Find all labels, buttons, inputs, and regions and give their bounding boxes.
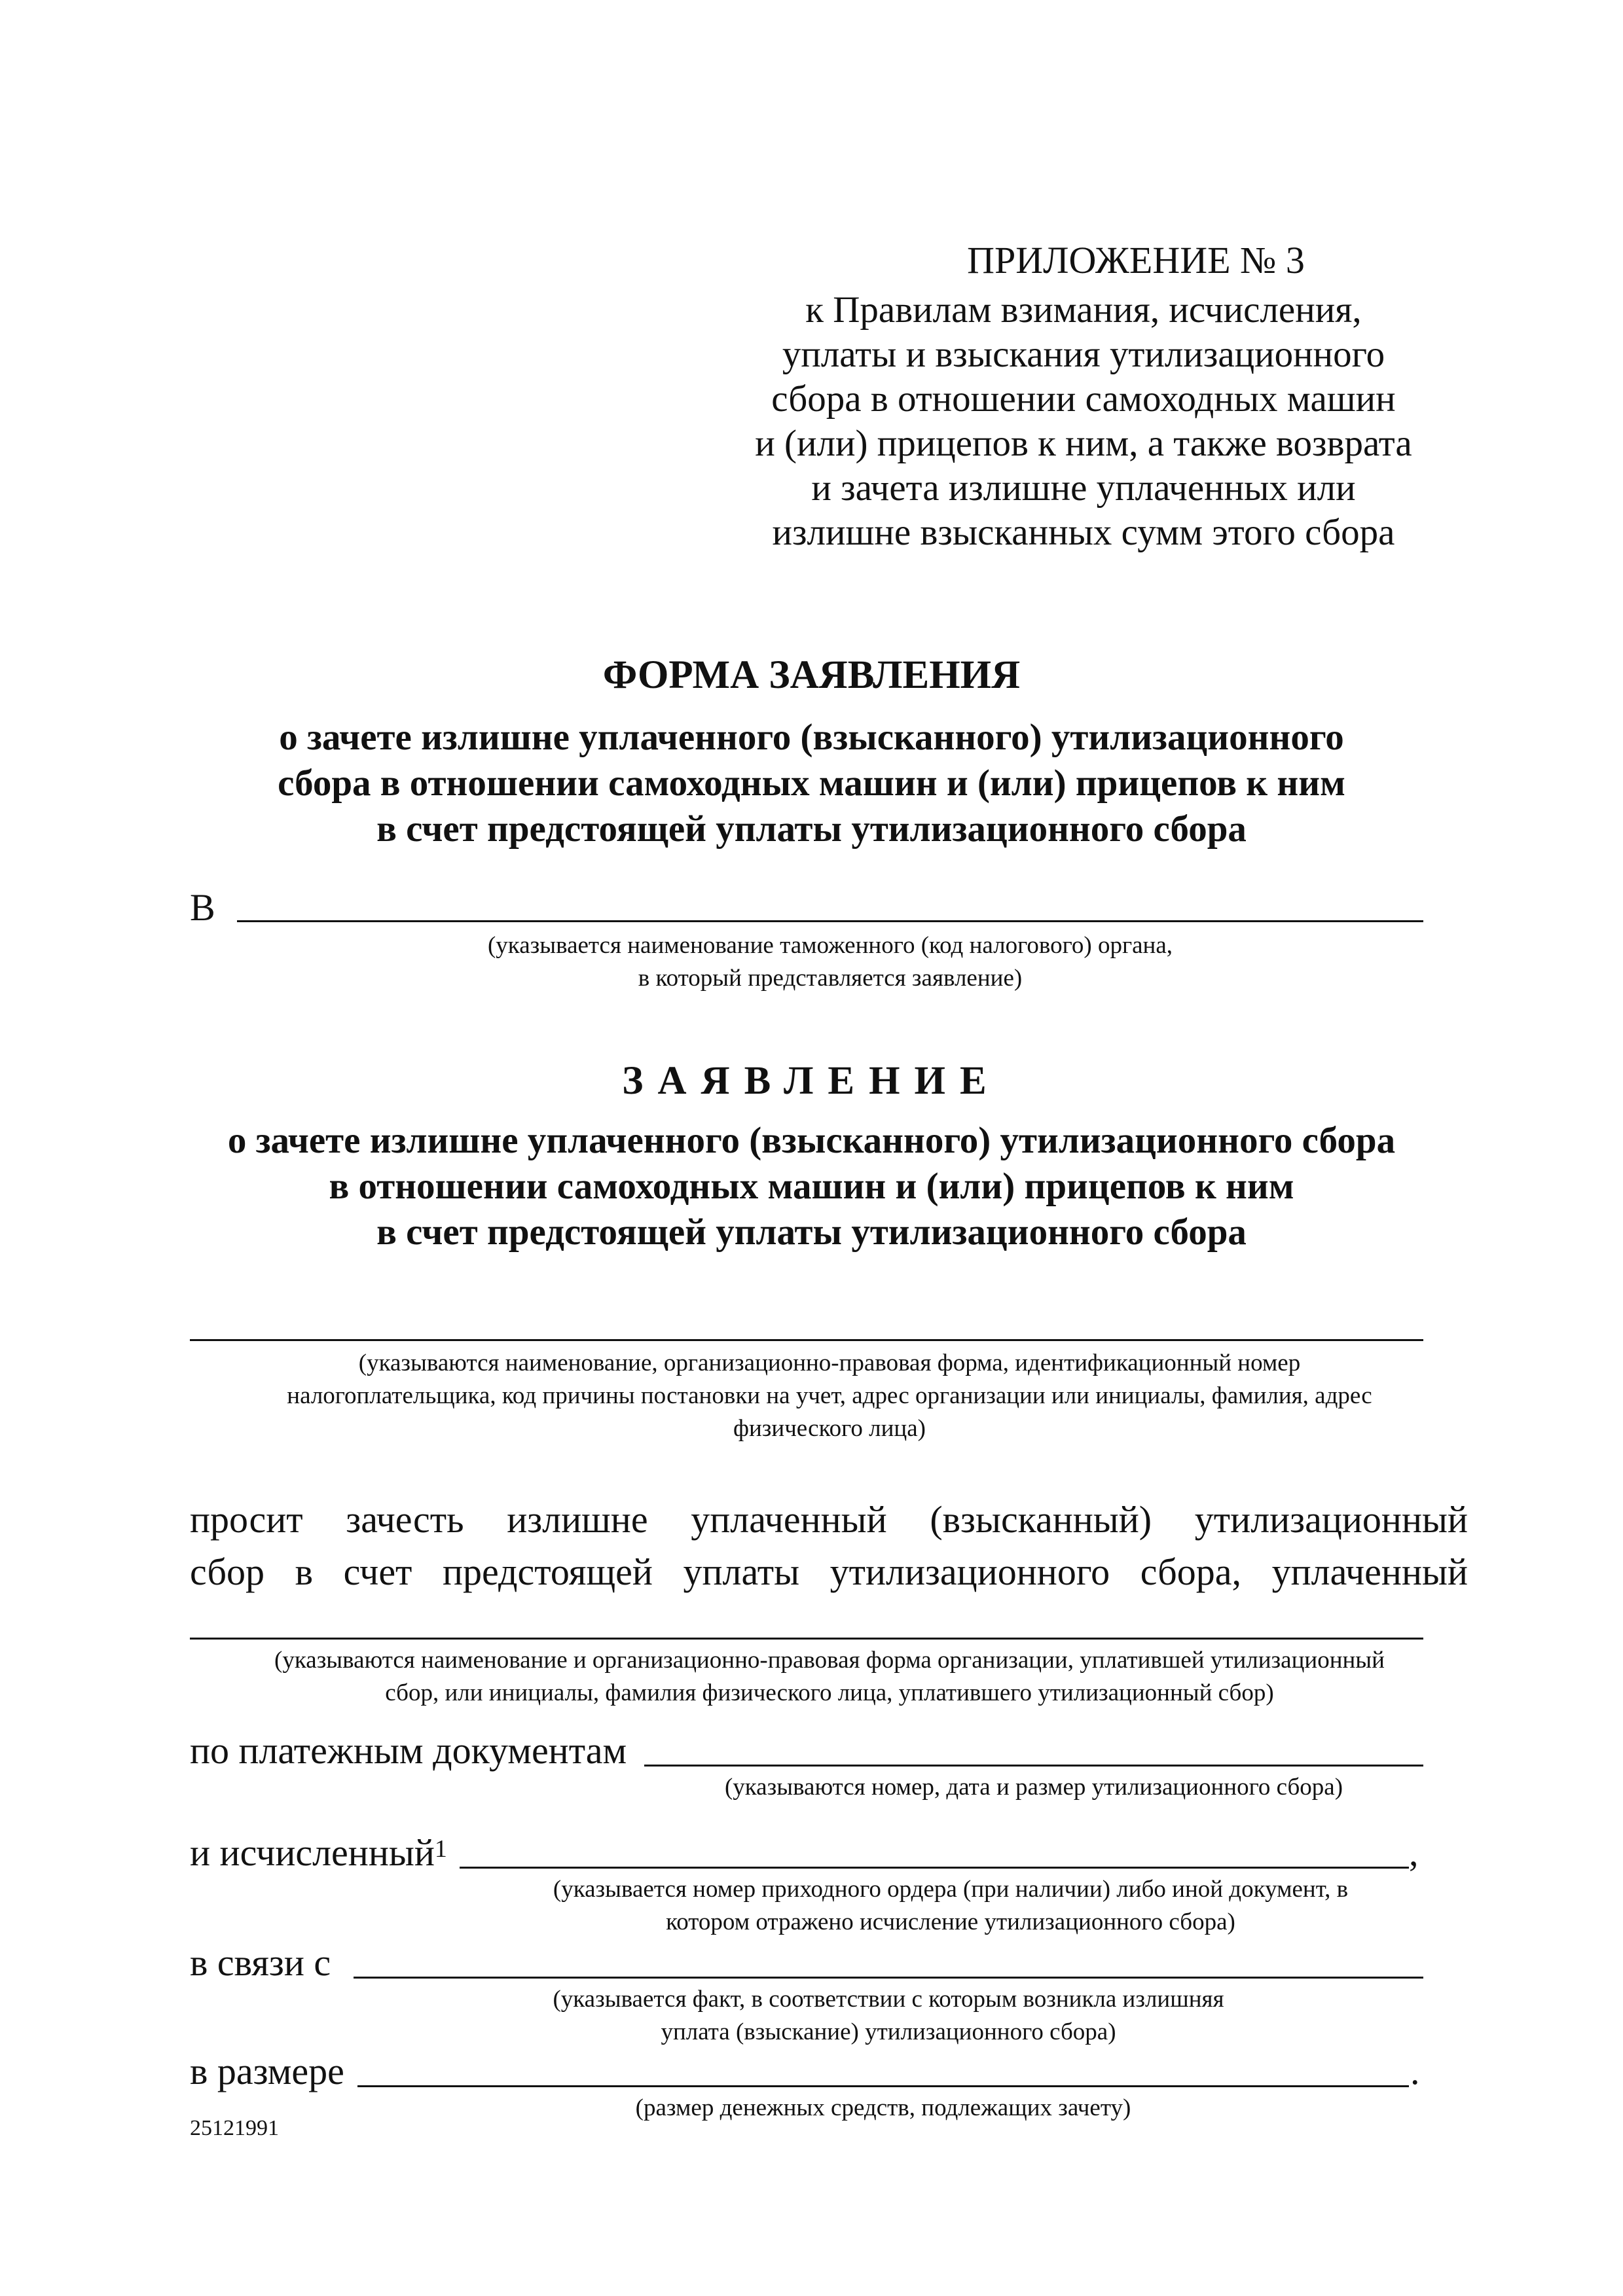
hint-line: сбор, или инициалы, фамилия физического лица, уплатившего утилизационный сбор) bbox=[385, 1679, 1274, 1706]
reason-hint bbox=[354, 1983, 1423, 2049]
appendix-line: излишне взысканных сумм этого сбора bbox=[772, 512, 1395, 553]
amount-field-line[interactable] bbox=[357, 2085, 1409, 2087]
appendix-line: и зачета излишне уплаченных или bbox=[811, 467, 1356, 509]
hint-line: (указываются наименование и организационно-правовая форма организации, уплатившей утилизационный bbox=[274, 1647, 1385, 1674]
hint-line: физического лица) bbox=[733, 1415, 926, 1442]
appendix-subtitle bbox=[710, 288, 1457, 555]
application-title: ЗАЯВЛЕНИЕ bbox=[622, 1059, 1001, 1103]
hint-line: уплата (взыскание) утилизационного сбора) bbox=[661, 2018, 1116, 2045]
request-text-line: просит зачесть излишне уплаченный (взысканный) утилизационный bbox=[190, 1498, 1468, 1541]
application-subtitle-line: в отношении самоходных машин и (или) прицепов к ним bbox=[329, 1166, 1294, 1207]
applicant-hint bbox=[190, 1347, 1469, 1445]
payer-field-line[interactable] bbox=[190, 1638, 1423, 1640]
amount-label: в размере bbox=[190, 2050, 344, 2092]
hint-line: (указывается наименование таможенного (код налогового) органа, bbox=[487, 932, 1173, 959]
payer-hint bbox=[190, 1644, 1469, 1710]
calculated-field-line[interactable] bbox=[460, 1867, 1409, 1869]
recipient-field-line[interactable] bbox=[237, 920, 1423, 922]
application-subtitle-line: о зачете излишне уплаченного (взысканного) утилизационного сбора bbox=[227, 1120, 1396, 1161]
hint-line: налогоплательщика, код причины постановки на учет, адрес организации или инициалы, фамилия, адрес bbox=[287, 1382, 1372, 1409]
hint-line: (указываются наименование, организационно-правовая форма, идентификационный номер bbox=[358, 1350, 1301, 1376]
calculated-label bbox=[190, 1830, 447, 1876]
amount-trailing-period: . bbox=[1410, 2050, 1420, 2092]
appendix-title: ПРИЛОЖЕНИЕ № 3 bbox=[967, 239, 1305, 281]
hint-line: (указывается факт, в соответствии с которым возникла излишняя bbox=[553, 1986, 1224, 2013]
calculated-hint bbox=[460, 1873, 1442, 1939]
appendix-line: сбора в отношении самоходных машин bbox=[771, 378, 1396, 420]
document-number: 25121991 bbox=[190, 2116, 279, 2140]
form-subtitle bbox=[0, 715, 1623, 852]
form-subtitle-line: о зачете излишне уплаченного (взысканного) утилизационного bbox=[279, 717, 1344, 758]
reason-field-line[interactable] bbox=[354, 1977, 1423, 1979]
form-title: ФОРМА ЗАЯВЛЕНИЯ bbox=[602, 653, 1021, 697]
appendix-line: и (или) прицепов к ним, а также возврата bbox=[755, 423, 1412, 464]
recipient-hint bbox=[237, 929, 1423, 995]
payment-docs-field-line[interactable] bbox=[644, 1765, 1423, 1767]
hint-line: в который представляется заявление) bbox=[638, 965, 1023, 992]
reason-label: в связи с bbox=[190, 1941, 331, 1984]
request-text-line: сбор в счет предстоящей уплаты утилизационного сбора, уплаченный bbox=[190, 1551, 1468, 1593]
appendix-line: к Правилам взимания, исчисления, bbox=[805, 289, 1362, 331]
appendix-line: уплаты и взыскания утилизационного bbox=[782, 334, 1385, 375]
footnote-marker: 1 bbox=[434, 1835, 447, 1863]
payment-docs-hint: (указываются номер, дата и размер утилизационного сбора) bbox=[724, 1774, 1343, 1801]
recipient-prefix: В bbox=[190, 886, 215, 929]
amount-hint: (размер денежных средств, подлежащих зачету) bbox=[635, 2094, 1131, 2121]
form-subtitle-line: в счет предстоящей уплаты утилизационного сбора bbox=[376, 808, 1247, 850]
calculated-trailing-comma: , bbox=[1409, 1831, 1419, 1874]
hint-line: (указывается номер приходного ордера (при наличии) либо иной документ, в bbox=[553, 1876, 1349, 1903]
applicant-field-line[interactable] bbox=[190, 1339, 1423, 1341]
calculated-label-text: и исчисленный bbox=[190, 1831, 435, 1874]
payment-docs-label: по платежным документам bbox=[190, 1729, 627, 1772]
hint-line: котором отражено исчисление утилизационного сбора) bbox=[666, 1909, 1235, 1935]
form-subtitle-line: сбора в отношении самоходных машин и (или) прицепов к ним bbox=[278, 762, 1345, 804]
application-subtitle bbox=[0, 1118, 1623, 1255]
application-subtitle-line: в счет предстоящей уплаты утилизационного сбора bbox=[376, 1211, 1247, 1253]
